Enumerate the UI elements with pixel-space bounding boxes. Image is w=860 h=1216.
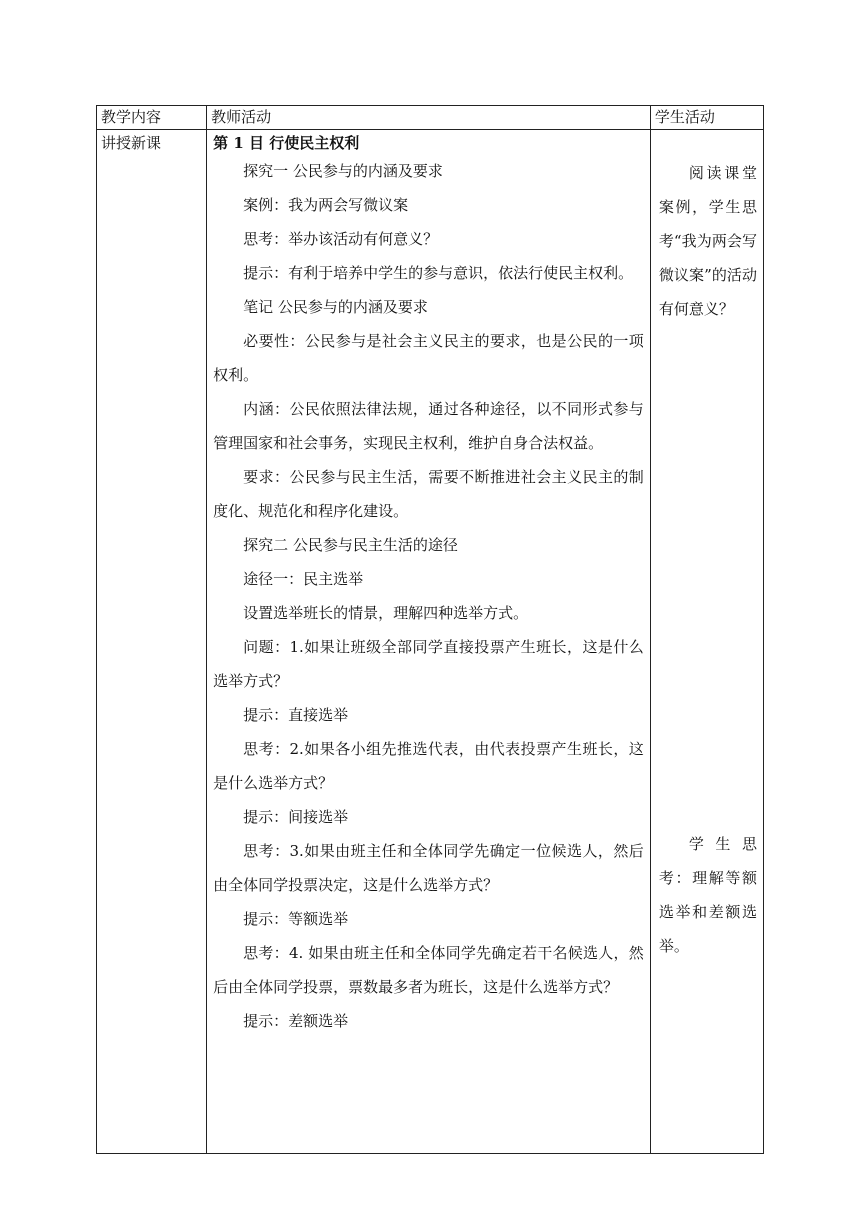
teacher-paragraph: 提示：差额选举: [243, 1012, 349, 1030]
teacher-paragraph: 内涵：公民依照法律法规，通过各种途径，以不同形式参与管理国家和社会事务，实现民主权利，维护自身合法权益。: [213, 400, 644, 452]
teacher-paragraph: 提示：有利于培养中学生的参与意识，依法行使民主权利。: [243, 264, 634, 282]
teacher-paragraph: 必要性：公民参与是社会主义民主的要求，也是公民的一项权利。: [213, 332, 644, 384]
teacher-paragraph: 提示：直接选举: [243, 706, 349, 724]
header-student-label: 学生活动: [654, 108, 715, 126]
teacher-paragraph: 提示：间接选举: [243, 808, 349, 826]
header-teacher-label: 教师活动: [211, 108, 272, 126]
teacher-paragraph: 探究二 公民参与民主生活的途径: [243, 536, 458, 554]
teacher-paragraph: 要求：公民参与民主生活，需要不断推进社会主义民主的制度化、规范化和程序化建设。: [213, 468, 644, 520]
teacher-paragraph: 探究一 公民参与的内涵及要求: [243, 162, 443, 180]
teacher-paragraph: 设置选举班长的情景，理解四种选举方式。: [243, 604, 529, 622]
teacher-paragraph: 思考：2.如果各小组先推选代表，由代表投票产生班长，这是什么选举方式？: [213, 740, 644, 792]
student-activity-cell: [650, 130, 763, 1154]
teacher-paragraph: 问题：1.如果让班级全部同学直接投票产生班长，这是什么选举方式？: [213, 638, 644, 690]
header-cell-content: [97, 106, 207, 130]
teacher-paragraph: 思考：4. 如果由班主任和全体同学先确定若干名候选人，然后由全体同学投票，票数最多者为班长，这是什么选举方式？: [213, 944, 644, 996]
student-note: 阅读课堂案例，学生思考“我为两会写微议案”的活动有何意义？: [658, 164, 757, 318]
lesson-plan-table: [96, 105, 764, 1154]
teacher-paragraph: 笔记 公民参与的内涵及要求: [243, 298, 428, 316]
teacher-paragraph: 案例：我为两会写微议案: [243, 196, 409, 214]
content-label: 讲授新课: [101, 134, 162, 152]
content-cell: [97, 130, 207, 1154]
table-header-row: [97, 106, 764, 130]
table-row: [97, 130, 764, 1154]
header-cell-student: [650, 106, 763, 130]
teacher-paragraph: 思考：3.如果由班主任和全体同学先确定一位候选人，然后由全体同学投票决定，这是什么选举方式？: [213, 842, 644, 894]
header-content-label: 教学内容: [101, 108, 162, 126]
section-heading: 第 1 目 行使民主权利: [213, 134, 360, 152]
teacher-paragraph: 思考：举办该活动有何意义？: [243, 230, 439, 248]
header-cell-teacher: [207, 106, 651, 130]
teacher-paragraph: 途径一：民主选举: [243, 570, 364, 588]
teacher-activity-cell: [207, 130, 651, 1154]
teacher-paragraph: 提示：等额选举: [243, 910, 349, 928]
student-note: 学生思考：理解等额选举和差额选举。: [658, 835, 757, 955]
